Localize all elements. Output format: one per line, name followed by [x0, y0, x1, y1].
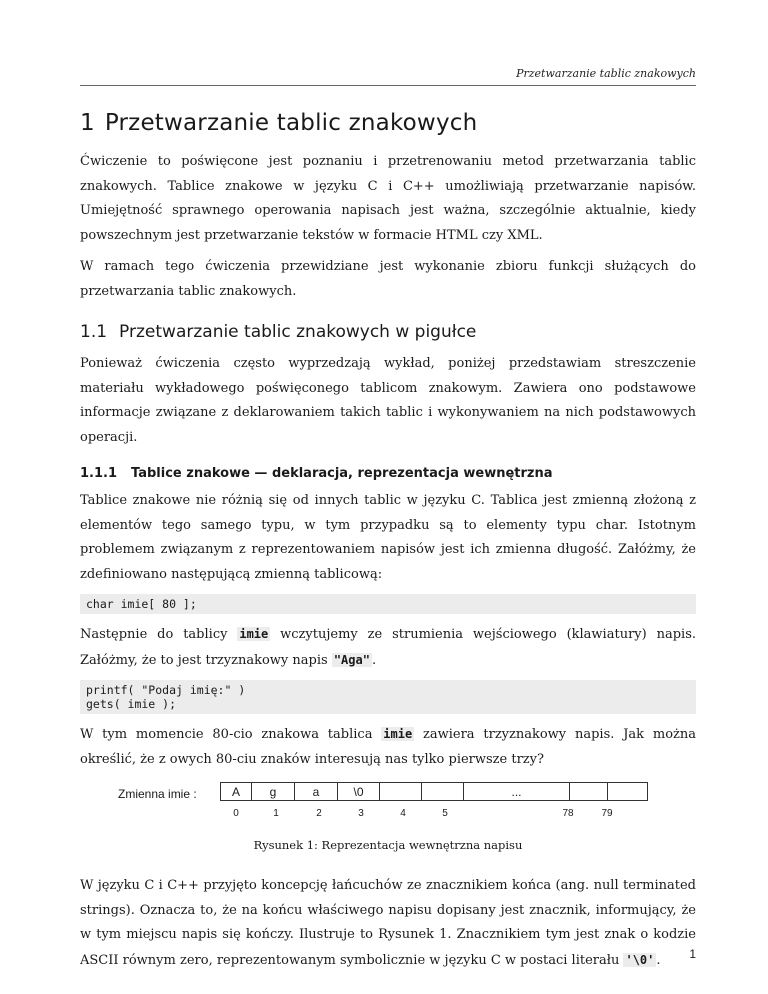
section-1-1-title: Przetwarzanie tablic znakowych w pigułce [119, 322, 477, 342]
array-cell [608, 782, 648, 801]
section-1-1-number: 1.1 [80, 322, 108, 342]
array-index: 2 [316, 808, 322, 819]
array-index: 0 [233, 808, 239, 819]
page-number: 1 [689, 947, 696, 961]
para3-text-b: zawiera trzyznakowy napis. Jak można określić, że z owych 80-ciu znaków interesują nas tylko pierwsze trzy? [80, 727, 696, 767]
array-index: 3 [358, 808, 364, 819]
section-1-1-1-title: Tablice znakowe — deklaracja, reprezentacja wewnętrzna [131, 466, 553, 481]
array-cell: A [220, 782, 252, 801]
running-header: Przetwarzanie tablic znakowych [516, 67, 696, 80]
section-1-1-1-heading [80, 466, 696, 481]
inline-code-imie: imie [239, 627, 269, 641]
code-block-declaration: char imie[ 80 ]; [80, 594, 696, 614]
section-1-heading [80, 110, 696, 136]
array-index: 4 [400, 808, 406, 819]
inline-code-null-char: '\0' [625, 952, 655, 967]
code-block-input: printf( "Podaj imię:" ) gets( imie ); [80, 680, 696, 714]
array-cell [570, 782, 608, 801]
array-cells [220, 782, 648, 801]
section-1-1-paragraph-1: Ponieważ ćwiczenia często wyprzedzają wykład, poniżej przedstawiam streszczenie materiału wykładowego poświęconego tablicom znakowym. Zawiera ono podstawowe informacje związane z deklarowaniem takich tablic i wykonywaniem na nich podstawowych operacji. [80, 356, 696, 445]
array-index: 78 [562, 808, 574, 819]
inline-code-imie-2: imie [383, 727, 413, 741]
para4-text-b: . [656, 952, 661, 968]
section-1-paragraph-2: W ramach tego ćwiczenia przewidziane jest wykonanie zbioru funkcji służących do przetwarzania tablic znakowych. [80, 259, 696, 299]
array-cell [422, 782, 464, 801]
section-1-1-heading [80, 322, 696, 342]
section-1-number: 1 [80, 110, 95, 136]
section-1-1-1-paragraph-3 [80, 722, 696, 772]
array-cell [380, 782, 422, 801]
section-1-1-1-paragraph-4 [80, 874, 696, 973]
array-cell: g [252, 782, 295, 801]
figure-label: Zmienna imie : [118, 787, 197, 801]
header-rule [80, 85, 696, 86]
para3-text-a: W tym momencie 80-cio znakowa tablica [80, 727, 382, 742]
inline-code-aga: "Aga" [333, 652, 370, 667]
para2-text-a: Następnie do tablicy [80, 627, 238, 642]
array-index: 1 [273, 808, 279, 819]
para2-text-c: . [371, 652, 377, 668]
array-index: 79 [601, 808, 613, 819]
section-1-title: Przetwarzanie tablic znakowych [104, 110, 478, 136]
figure-string-representation [80, 782, 696, 860]
array-cell-ellipsis: ... [464, 782, 570, 801]
para2-text-b: wczytujemy ze strumienia wejściowego (klawiatury) napis. Załóżmy, że to jest trzyznakowy napis [80, 627, 696, 668]
section-1-paragraph-1: Ćwiczenie to poświęcone jest poznaniu i przetrenowaniu metod przetwarzania tablic znakowych. Tablice znakowe w języku C i C++ umożliwiają przetwarzanie napisów. Umiejętność sprawnego operowania napisach jest ważna, szczególnie aktualnie, kiedy powszechnym jest przetwarzanie tekstów w formacie HTML czy XML. [80, 154, 696, 243]
page-content [80, 110, 696, 980]
section-1-1-1-paragraph-2 [80, 622, 696, 673]
para4-text-a: W języku C i C++ przyjęto koncepcję łańcuchów ze znacznikiem końca (ang. null terminated strings). Oznacza to, że na końcu właściwego napisu dopisany jest znacznik, informujący, że w tym miejscu napis się kończy. Ilustruje to Rysunek 1. Znacznikiem tym jest znak o kodzie ASCII równym zero, reprezentowanym symbolicznie w języku C w postaci literału [80, 878, 696, 968]
figure-caption: Rysunek 1: Reprezentacja wewnętrzna napisu [253, 838, 523, 852]
array-index: 5 [442, 808, 448, 819]
section-1-1-1-number: 1.1.1 [80, 466, 118, 481]
section-1-1-1-paragraph-1: Tablice znakowe nie różnią się od innych tablic w języku C. Tablica jest zmienną złożoną z elementów tego samego typu, w tym przypadku są to elementy typu char. Istotnym problemem związanym z reprezentowaniem napisów jest ich zmienna długość. Załóżmy, że zdefiniowano następującą zmienną tablicową: [80, 493, 696, 582]
array-cell: \0 [338, 782, 380, 801]
array-cell: a [295, 782, 338, 801]
